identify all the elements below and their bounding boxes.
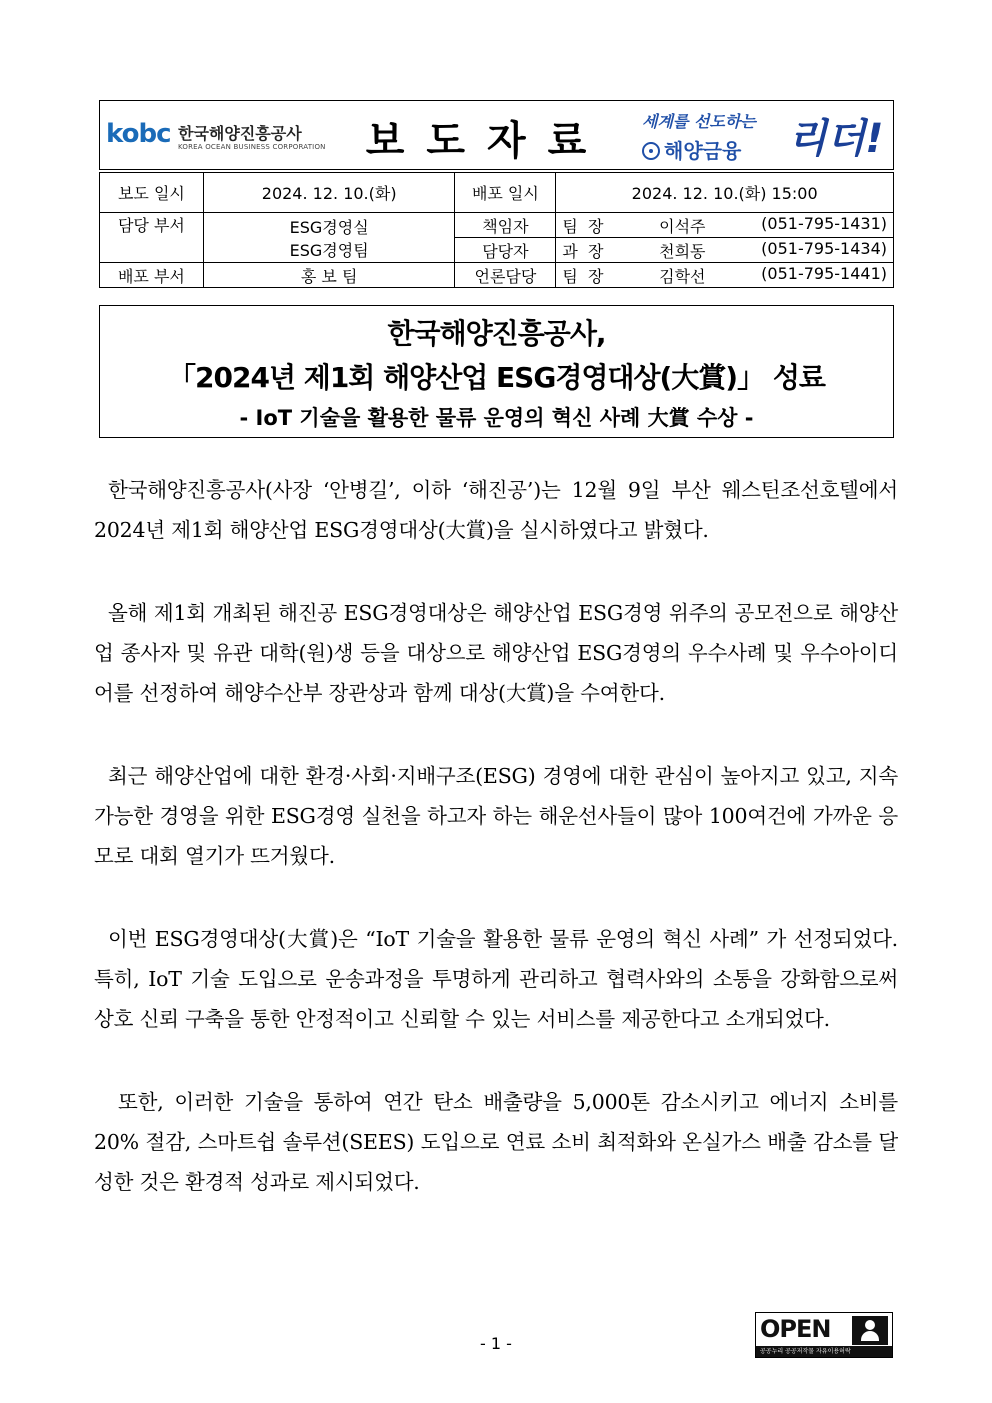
headline-line1: 한국해양진흥공사, bbox=[387, 317, 606, 350]
contact-phone: (051-795-1441) bbox=[761, 263, 887, 283]
slogan-bottom-wrap bbox=[642, 135, 741, 164]
contact-name: 천희동 bbox=[659, 241, 706, 261]
contact-position: 팀 장 bbox=[562, 266, 604, 286]
headline-subtitle: - IoT 기술을 활용한 물류 운영의 혁신 사례 大賞 수상 - bbox=[239, 406, 754, 430]
logo-mark: kobc bbox=[106, 119, 171, 149]
open-text: OPEN bbox=[760, 1315, 831, 1343]
distribution-label: 배포 일시 bbox=[455, 173, 556, 213]
paragraph: 최근 해양산업에 대한 환경·사회·지배구조(ESG) 경영에 대한 관심이 높아지고 있고, 지속가능한 경영을 위한 ESG경영 실천을 하고자 하는 해운선사들이 많아 100여건에 가까운 응모로 대회 열기가 뜨거웠다. bbox=[94, 764, 898, 868]
slogan-bottom: 해양금융 bbox=[664, 139, 742, 163]
paragraph: 한국해양진흥공사(사장 ‘안병길’, 이하 ‘해진공’)는 12월 9일 부산 웨스틴조선호텔에서 2024년 제1회 해양산업 ESG경영대상(大賞)을 실시하였다고 밝혔다. bbox=[94, 478, 898, 542]
contact-row bbox=[556, 213, 894, 238]
ship-helm-icon bbox=[642, 142, 660, 160]
document-type: 보도자료 bbox=[365, 117, 609, 164]
slogan-top: 세계를 선도하는 bbox=[642, 112, 756, 131]
contact-role: 담당자 bbox=[455, 238, 556, 263]
headline-line2: 「2024년 제1회 해양산업 ESG경영대상(大賞)」 성료 bbox=[168, 361, 825, 394]
contact-row bbox=[556, 238, 894, 263]
contact-phone: (051-795-1431) bbox=[761, 213, 887, 233]
open-license-bar: 공공누리 공공저작물 자유이용허락 bbox=[756, 1346, 892, 1357]
contact-row bbox=[556, 263, 894, 288]
contact-role: 언론담당 bbox=[455, 263, 556, 288]
contact-position: 과 장 bbox=[562, 241, 604, 261]
slogan bbox=[640, 105, 890, 167]
logo-subtitle: KOREA OCEAN BUSINESS CORPORATION bbox=[178, 143, 326, 151]
header-box bbox=[99, 100, 894, 170]
logo-name: 한국해양진흥공사 bbox=[178, 124, 302, 143]
dept-cell bbox=[203, 213, 455, 263]
attribution-person-icon bbox=[852, 1316, 888, 1345]
kogl-open-badge bbox=[755, 1312, 893, 1358]
pr-dept: 홍 보 팀 bbox=[203, 263, 455, 288]
slogan-big: 리더! bbox=[788, 116, 884, 162]
release-date: 2024. 12. 10.(화) bbox=[203, 173, 455, 213]
headline-box bbox=[99, 305, 894, 438]
contact-name: 이석주 bbox=[659, 216, 706, 236]
contact-phone: (051-795-1434) bbox=[761, 238, 887, 258]
paragraph: 이번 ESG경영대상(大賞)은 “IoT 기술을 활용한 물류 운영의 혁신 사례” 가 선정되었다. 특히, IoT 기술 도입으로 운송과정을 투명하게 관리하고 협력사와의 소통을 강화함으로써 상호 신뢰 구축을 통한 안정적이고 신뢰할 수 있는 서비스를 제공한다고 소개되었다. bbox=[94, 927, 898, 1031]
distribution-date: 2024. 12. 10.(화) 15:00 bbox=[556, 173, 894, 213]
article-body bbox=[94, 470, 898, 1245]
press-info-table bbox=[99, 172, 894, 288]
release-label: 보도 일시 bbox=[100, 173, 204, 213]
dept-label: 담당 부서 bbox=[100, 213, 204, 263]
kobc-logo bbox=[106, 117, 336, 157]
paragraph: 또한, 이러한 기술을 통하여 연간 탄소 배출량을 5,000톤 감소시키고 에너지 소비를 20% 절감, 스마트쉽 솔루션(SEES) 도입으로 연료 소비 최적화와 온실가스 배출 감소를 달성한 것은 환경적 성과로 제시되었다. bbox=[94, 1090, 898, 1194]
contact-role: 책임자 bbox=[455, 213, 556, 238]
contact-name: 김학선 bbox=[659, 266, 706, 286]
contact-position: 팀 장 bbox=[562, 216, 604, 236]
pr-label: 배포 부서 bbox=[100, 263, 204, 288]
dept-line2: ESG경영팀 bbox=[289, 240, 369, 260]
dept-line1: ESG경영실 bbox=[289, 217, 369, 237]
paragraph: 올해 제1회 개최된 해진공 ESG경영대상은 해양산업 ESG경영 위주의 공모전으로 해양산업 종사자 및 유관 대학(원)생 등을 대상으로 해양산업 ESG경영의 우수사례 및 우수아이디어를 선정하여 해양수산부 장관상과 함께 대상(大賞)을 수여한다. bbox=[94, 601, 898, 705]
page-number: - 1 - bbox=[480, 1334, 512, 1353]
